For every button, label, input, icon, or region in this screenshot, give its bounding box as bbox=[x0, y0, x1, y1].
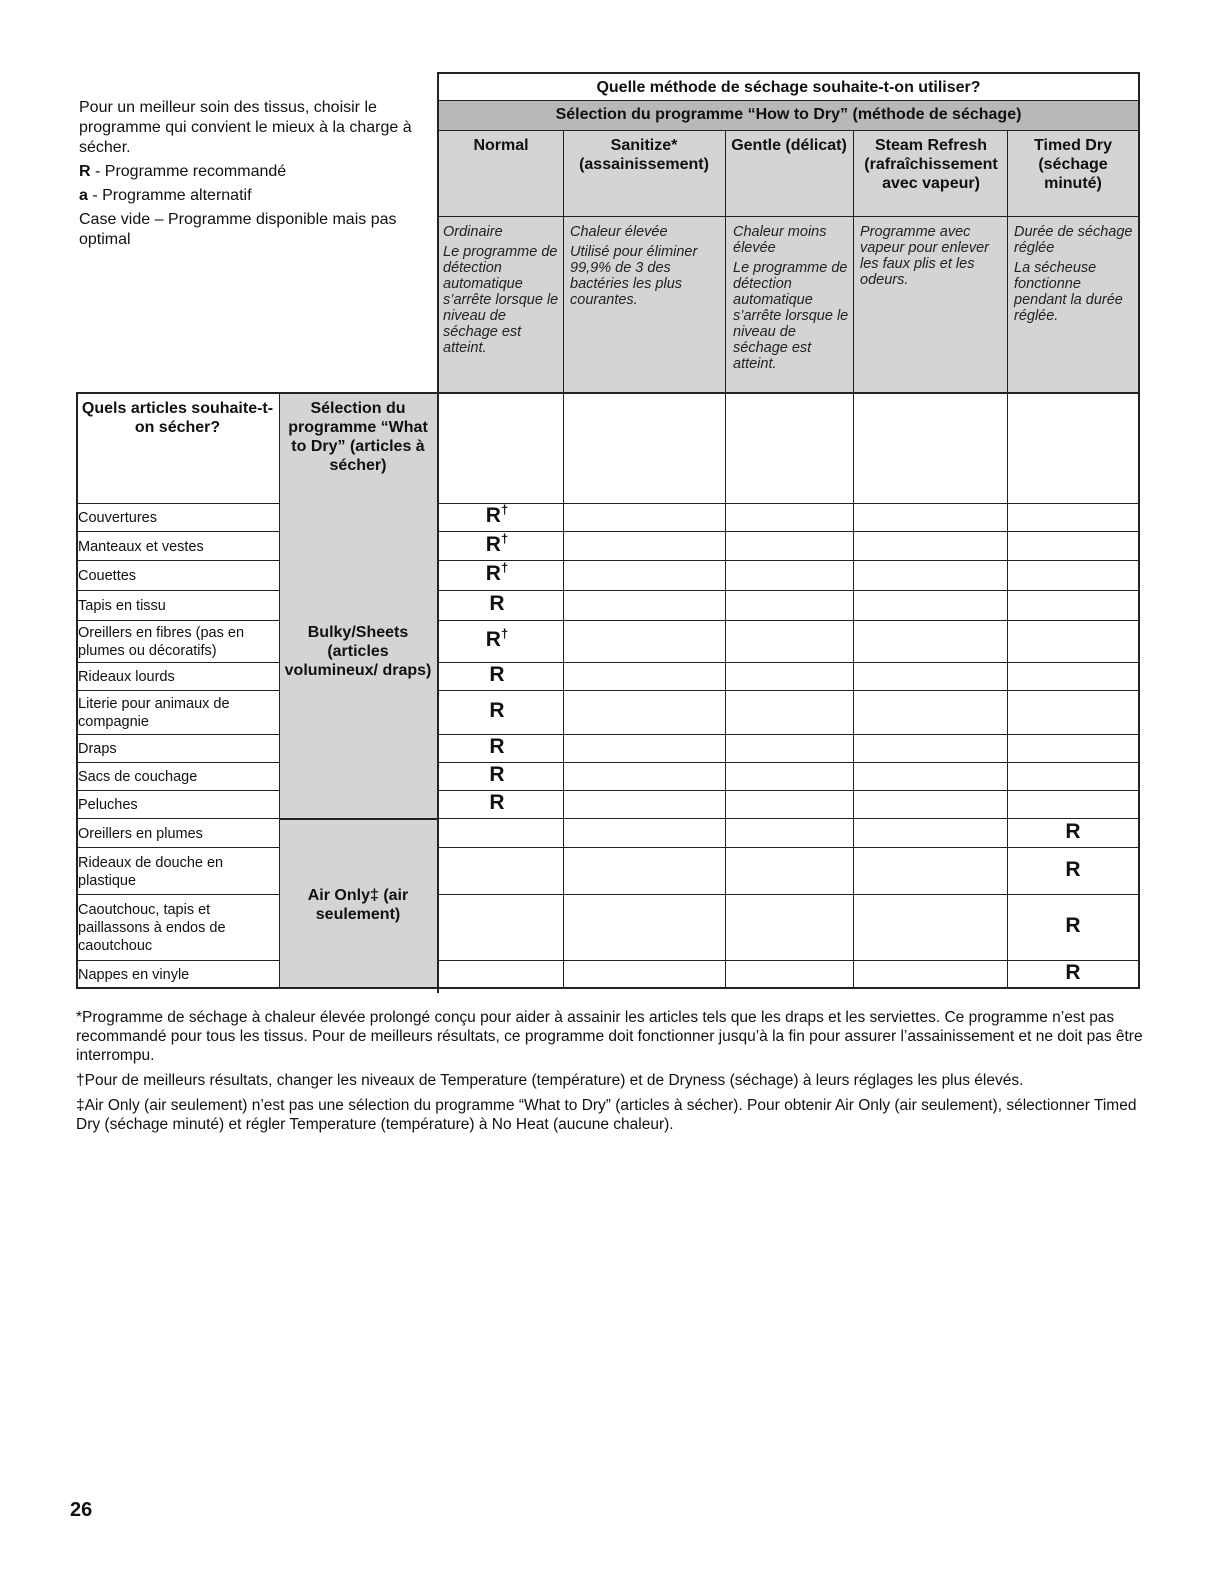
recommended-mark bbox=[477, 735, 517, 759]
col-header-steam-refresh: Steam Refresh (rafraîchissement avec vapeur) bbox=[864, 137, 998, 192]
grid-method-row-line bbox=[437, 960, 1140, 961]
grid-method-row-line bbox=[437, 847, 1140, 848]
col-header-gentle: Gentle (délicat) bbox=[731, 137, 847, 154]
recommended-mark bbox=[477, 592, 517, 616]
recommended-mark-letter: R bbox=[489, 763, 505, 786]
col-desc-sanitize bbox=[570, 224, 722, 312]
page-number: 26 bbox=[70, 1499, 93, 1521]
intro-text: Pour un meilleur soin des tissus, choisir le programme qui convient le mieux à la charge à sécher. bbox=[79, 99, 412, 156]
recommended-mark-letter: R bbox=[485, 628, 501, 651]
grid-method-row-line bbox=[437, 894, 1140, 895]
table-row-item: Oreillers en fibres (pas en plumes ou décoratifs) bbox=[78, 625, 245, 659]
footnote-double-dagger: ‡Air Only (air seulement) n’est pas une sélection du programme “What to Dry” (articles à sécher). Pour obtenir Air Only (air seulement), sélectionner Timed Dry (séchage minuté) et régler Temperature (température) à No Heat (aucune chaleur). bbox=[76, 1097, 1137, 1133]
grid-colheader-bottom bbox=[437, 216, 1140, 217]
table-row-item: Tapis en tissu bbox=[78, 598, 166, 614]
recommended-mark-letter: R bbox=[489, 699, 505, 722]
grid-method-row-line bbox=[437, 734, 1140, 735]
grid-colheader-top bbox=[437, 130, 1140, 131]
recommended-mark-letter: R bbox=[489, 592, 505, 615]
grid-col-divider bbox=[1007, 130, 1008, 988]
grid-method-row-line bbox=[437, 818, 1140, 819]
grid-method-row-line bbox=[437, 503, 1140, 504]
col-desc-gentle-1: Chaleur moins élevée bbox=[733, 224, 827, 256]
recommended-mark-letter: R bbox=[485, 532, 501, 556]
grid-item-row-line bbox=[76, 590, 279, 591]
recommended-mark bbox=[477, 530, 517, 557]
grid-item-row-line bbox=[76, 818, 279, 819]
recommended-mark bbox=[477, 699, 517, 723]
recommended-mark-letter: R bbox=[1065, 914, 1081, 937]
table-row-item: Rideaux de douche en plastique bbox=[78, 854, 224, 889]
grid-method-row-line bbox=[437, 662, 1140, 663]
grid-item-row-line bbox=[76, 894, 279, 895]
col-desc-sanitize-1: Chaleur élevée bbox=[570, 224, 668, 240]
recommended-mark bbox=[1053, 961, 1093, 985]
col-desc-gentle-2: Le programme de détection automatique s’arrête lorsque le niveau de séchage est atteint. bbox=[733, 260, 849, 372]
col-header-timed-dry: Timed Dry (séchage minuté) bbox=[1034, 137, 1112, 192]
col-desc-timed-2: La sécheuse fonctionne pendant la durée réglée. bbox=[1014, 260, 1123, 324]
table-row-item: Literie pour animaux de compagnie bbox=[78, 696, 230, 730]
grid-item-row-line bbox=[76, 531, 279, 532]
grid-method-row-line bbox=[437, 560, 1140, 561]
grid-method-row-line bbox=[437, 790, 1140, 791]
grid-item-row-line bbox=[76, 620, 279, 621]
legend-alternative bbox=[79, 186, 419, 206]
col-desc-steam-refresh bbox=[860, 224, 1000, 292]
grid-item-row-line bbox=[76, 662, 279, 663]
grid-col-divider bbox=[563, 130, 564, 988]
col-desc-sanitize-2: Utilisé pour éliminer 99,9% de 3 des bactéries les plus courantes. bbox=[570, 244, 698, 308]
grid-header-divider bbox=[437, 100, 1140, 101]
recommended-mark-letter: R bbox=[489, 791, 505, 814]
dagger-mark: † bbox=[500, 530, 509, 546]
grid-item-row-line bbox=[76, 503, 279, 504]
recommended-mark-letter: R bbox=[1065, 819, 1081, 843]
col-desc-normal-1: Ordinaire bbox=[443, 224, 503, 240]
footnote-sanitize: *Programme de séchage à chaleur élevée prolongé conçu pour aider à assainir les articles tels que les draps et les serviettes. Ce programme n’est pas recommandé pour tous les tissus. Pour de meilleurs résultats, ce programme doit fonctionner jusqu’à la fin pour assurer l’assainissement et ne doit pas être interrompu. bbox=[76, 1009, 1143, 1064]
grid-category-divider bbox=[279, 818, 437, 820]
category-air-only: Air Only‡ (air seulement) bbox=[307, 887, 409, 923]
table-row-item: Nappes en vinyle bbox=[78, 967, 190, 983]
recommended-mark bbox=[477, 628, 517, 652]
table-row-item: Sacs de couchage bbox=[78, 769, 198, 785]
intro-legend bbox=[79, 98, 419, 254]
dagger-mark: † bbox=[500, 502, 509, 517]
grid-item-row-line bbox=[76, 560, 279, 561]
recommended-mark-letter: R bbox=[1065, 857, 1081, 881]
recommended-mark bbox=[1053, 820, 1093, 844]
table-row-item: Couettes bbox=[78, 568, 137, 584]
legend-a-key: a bbox=[79, 187, 88, 204]
recommended-mark bbox=[477, 763, 517, 787]
recommended-mark-letter: R bbox=[489, 735, 505, 758]
grid-col-divider bbox=[853, 130, 854, 988]
col-header-sanitize: Sanitize* (assainissement) bbox=[579, 137, 709, 173]
category-bulky-sheets: Bulky/Sheets (articles volumineux/ draps) bbox=[284, 624, 432, 679]
grid-method-row-line bbox=[437, 762, 1140, 763]
grid-col-divider bbox=[725, 130, 726, 988]
grid-item-row-line bbox=[76, 690, 279, 691]
table-row-item: Manteaux et vestes bbox=[78, 538, 204, 555]
grid-body-top bbox=[76, 392, 1140, 394]
table-row-item: Rideaux lourds bbox=[78, 669, 175, 685]
legend-a-text: - Programme alternatif bbox=[87, 187, 252, 204]
how-to-dry-title: Sélection du programme “How to Dry” (méthode de séchage) bbox=[555, 106, 1022, 123]
grid-method-row-line bbox=[437, 620, 1140, 621]
table-row-item: Oreillers en plumes bbox=[78, 825, 203, 842]
items-question: Quels articles souhaite-t-on sécher? bbox=[81, 400, 274, 436]
col-desc-timed-dry bbox=[1014, 224, 1136, 328]
grid-method-row-line bbox=[437, 590, 1140, 591]
what-to-dry-title: Sélection du programme “What to Dry” (articles à sécher) bbox=[288, 400, 428, 474]
recommended-mark-letter: R bbox=[489, 663, 505, 686]
recommended-mark bbox=[1053, 914, 1093, 938]
grid-item-row-line bbox=[76, 734, 279, 735]
footnotes bbox=[76, 1008, 1146, 1140]
table-row-item: Couvertures bbox=[78, 510, 157, 526]
grid-method-row-line bbox=[437, 690, 1140, 691]
grid-item-row-line bbox=[76, 847, 279, 848]
recommended-mark bbox=[477, 791, 517, 815]
grid-left-header-border bbox=[437, 72, 439, 993]
grid-top-border bbox=[437, 72, 1140, 74]
footnote-dagger: †Pour de meilleurs résultats, changer les niveaux de Temperature (température) et de Dryness (séchage) à leurs réglages les plus élevés. bbox=[76, 1072, 1024, 1089]
recommended-mark bbox=[477, 562, 517, 586]
recommended-mark-letter: R bbox=[485, 562, 501, 585]
dagger-mark: † bbox=[500, 560, 509, 575]
col-header-normal: Normal bbox=[473, 137, 529, 154]
legend-recommended bbox=[79, 162, 419, 182]
col-desc-gentle bbox=[733, 224, 851, 376]
table-row-item: Draps bbox=[78, 741, 117, 757]
grid-item-row-line bbox=[76, 960, 279, 961]
col-desc-steam-1: Programme avec vapeur pour enlever les faux plis et les odeurs. bbox=[860, 224, 989, 288]
method-question: Quelle méthode de séchage souhaite-t-on utiliser? bbox=[596, 79, 981, 96]
recommended-mark bbox=[1053, 858, 1093, 882]
dagger-mark: † bbox=[500, 626, 509, 641]
legend-empty: Case vide – Programme disponible mais pas optimal bbox=[79, 211, 397, 248]
grid-item-divider bbox=[279, 392, 280, 988]
recommended-mark-letter: R bbox=[485, 504, 501, 527]
recommended-mark bbox=[477, 663, 517, 687]
recommended-mark bbox=[477, 504, 517, 528]
table-row-item: Caoutchouc, tapis et paillassons à endos de caoutchouc bbox=[78, 902, 226, 954]
legend-r-key: R bbox=[79, 163, 91, 180]
col-desc-timed-1: Durée de séchage réglée bbox=[1014, 224, 1133, 256]
recommended-mark-letter: R bbox=[1065, 961, 1081, 984]
grid-item-row-line bbox=[76, 762, 279, 763]
col-desc-normal-2: Le programme de détection automatique s’arrête lorsque le niveau de séchage est atteint. bbox=[443, 244, 559, 356]
grid-method-row-line bbox=[437, 531, 1140, 532]
table-row-item: Peluches bbox=[78, 797, 138, 813]
grid-item-row-line bbox=[76, 790, 279, 791]
col-desc-normal bbox=[443, 224, 561, 360]
legend-r-text: - Programme recommandé bbox=[90, 163, 287, 180]
